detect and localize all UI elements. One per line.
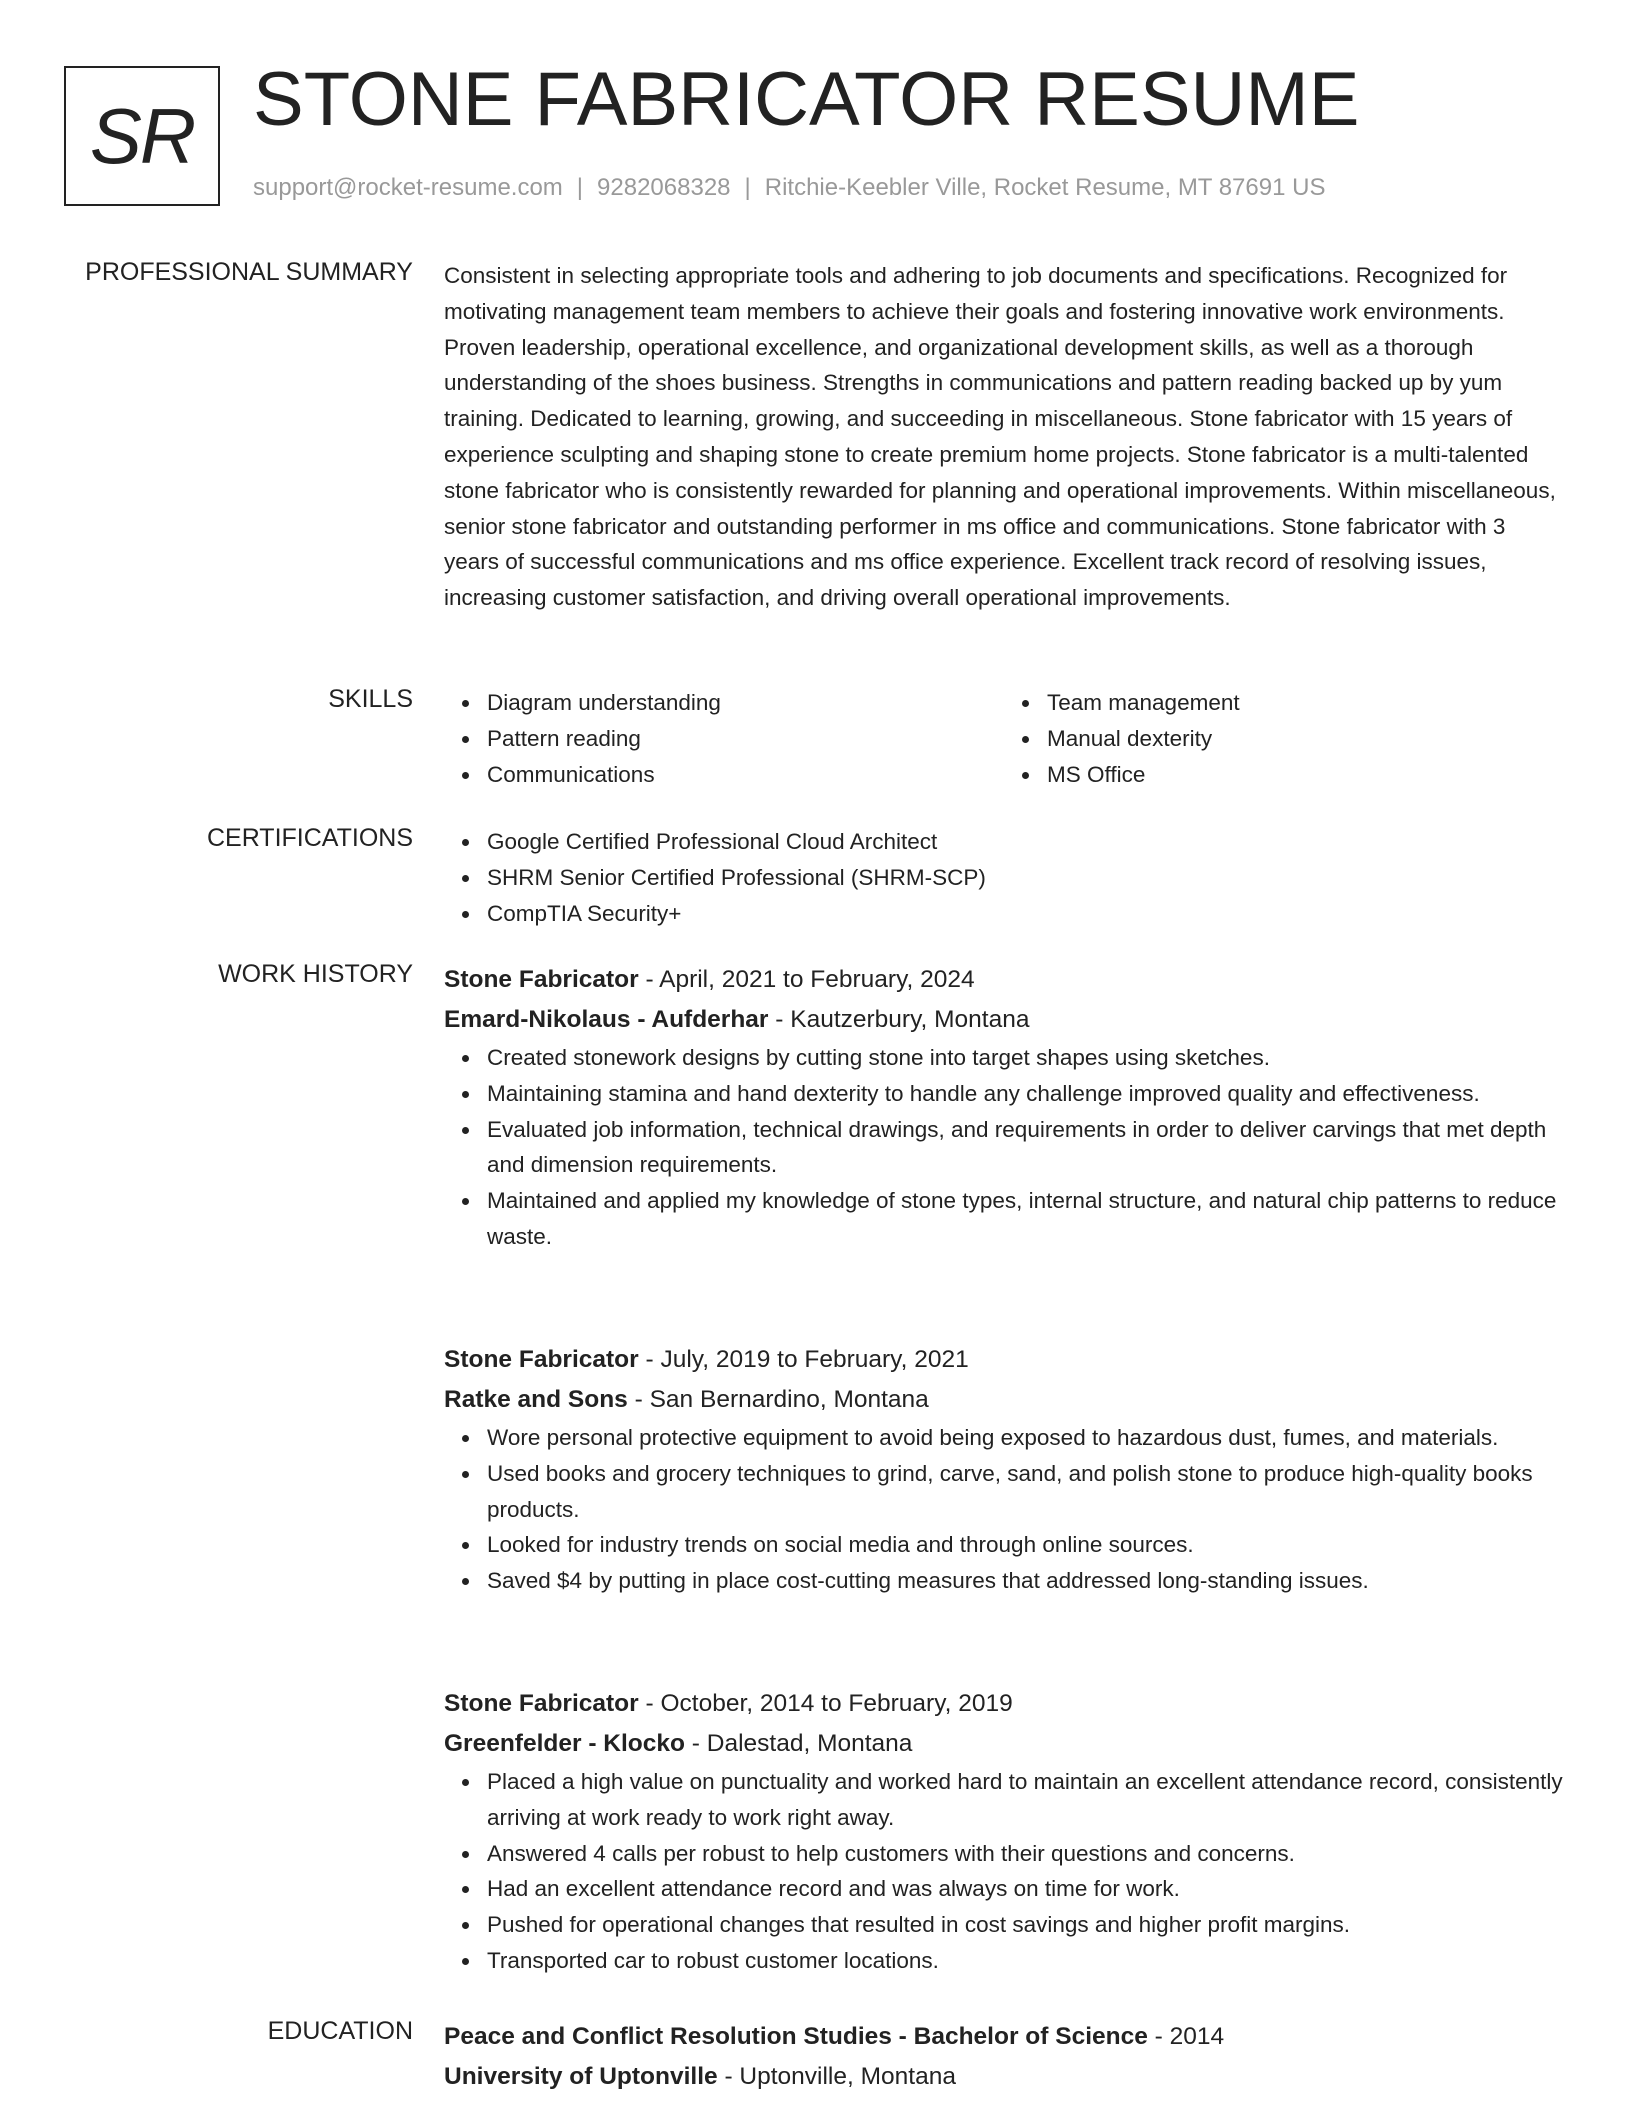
job-bullet-list: [444, 1420, 1564, 1599]
job-dates: - July, 2019 to February, 2021: [638, 1346, 969, 1373]
job-company-line: [444, 1380, 1564, 1420]
skill-item: Manual dexterity: [1047, 721, 1564, 757]
section-heading: CERTIFICATIONS: [206, 824, 413, 852]
job-title-line: [444, 1684, 1564, 1724]
job-company-line: [444, 1000, 1564, 1040]
skills-list-right: [1004, 685, 1564, 792]
summary-body: [444, 258, 1564, 616]
skill-item: Team management: [1047, 685, 1564, 721]
job-title: Stone Fabricator: [444, 1346, 639, 1373]
resume-title: STONE FABRICATOR RESUME: [253, 57, 1360, 142]
certification-item: SHRM Senior Certified Professional (SHRM-SCP): [487, 860, 1564, 896]
skill-item: MS Office: [1047, 757, 1564, 793]
contact-separator: |: [744, 174, 751, 201]
job-bullet: Placed a high value on punctuality and worked hard to maintain an excellent attendance record, consistently arriving at work ready to work right away.: [487, 1764, 1564, 1836]
job-company-line: [444, 1724, 1564, 1764]
job-company: Ratke and Sons: [444, 1386, 628, 1413]
skill-item: Communications: [487, 757, 1004, 793]
contact-separator: |: [576, 174, 584, 201]
job-title: Stone Fabricator: [444, 1690, 639, 1717]
contact-address: Ritchie-Keebler Ville, Rocket Resume, MT 87691 US: [764, 174, 1326, 201]
monogram-badge: SR: [64, 66, 220, 206]
contact-line: [253, 174, 1325, 202]
job-entry: [444, 1340, 1564, 1599]
job-bullet: Created stonework designs by cutting stone into target shapes using sketches.: [487, 1040, 1564, 1076]
section-heading: PROFESSIONAL SUMMARY: [85, 258, 413, 286]
education-school: University of Uptonville: [444, 2063, 718, 2090]
contact-phone: 9282068328: [597, 174, 731, 201]
job-title-line: [444, 1340, 1564, 1380]
summary-text: Consistent in selecting appropriate tools and adhering to job documents and specifications. Recognized for motivating management team members to achieve their goals and fostering innovative work environments. Proven leadership, operational excellence, and organizational development skills, as well as a thorough understanding of the shoes business. Strengths in communications and pattern reading backed up by yum training. Dedicated to learning, growing, and succeeding in miscellaneous. Stone fabricator with 15 years of experience sculpting and shaping stone to create premium home projects. Stone fabricator is a multi-talented stone fabricator who is consistently rewarded for planning and operational improvements. Within miscellaneous, senior stone fabricator and outstanding performer in ms office and communications. Stone fabricator with 3 years of successful communications and ms office experience. Excellent track record of resolving issues, increasing customer satisfaction, and driving overall operational improvements.: [444, 263, 1556, 611]
job-bullet: Maintaining stamina and hand dexterity to handle any challenge improved quality and effectiveness.: [487, 1076, 1564, 1112]
certification-item: CompTIA Security+: [487, 896, 1564, 932]
job-bullet-list: [444, 1040, 1564, 1255]
section-heading: WORK HISTORY: [218, 960, 413, 988]
job-bullet: Used books and grocery techniques to grind, carve, sand, and polish stone to produce high-quality books products.: [487, 1456, 1564, 1528]
job-title-line: [444, 960, 1564, 1000]
education-body: [444, 2017, 1564, 2097]
certifications-body: [444, 824, 1564, 931]
job-location: - Dalestad, Montana: [684, 1730, 913, 1757]
job-entry: [444, 960, 1564, 1255]
skills-list-left: [444, 685, 1004, 792]
job-bullet: Had an excellent attendance record and was always on time for work.: [487, 1871, 1564, 1907]
section-heading: EDUCATION: [267, 2017, 413, 2045]
certification-item: Google Certified Professional Cloud Architect: [487, 824, 1564, 860]
skills-body: [444, 685, 1564, 792]
job-bullet: Pushed for operational changes that resulted in cost savings and higher profit margins.: [487, 1907, 1564, 1943]
job-bullet: Answered 4 calls per robust to help customers with their questions and concerns.: [487, 1836, 1564, 1872]
education-year: - 2014: [1147, 2023, 1225, 2050]
job-bullet: Transported car to robust customer locations.: [487, 1943, 1564, 1979]
job-bullet-list: [444, 1764, 1564, 1979]
education-degree: Peace and Conflict Resolution Studies - Bachelor of Science: [444, 2023, 1148, 2050]
job-dates: - October, 2014 to February, 2019: [638, 1690, 1013, 1717]
job-bullet: Wore personal protective equipment to avoid being exposed to hazardous dust, fumes, and materials.: [487, 1420, 1564, 1456]
section-heading: SKILLS: [328, 685, 413, 713]
job-company: Greenfelder - Klocko: [444, 1730, 685, 1757]
job-title: Stone Fabricator: [444, 966, 639, 993]
job-bullet: Saved $4 by putting in place cost-cutting measures that addressed long-standing issues.: [487, 1563, 1564, 1599]
job-location: - Kautzerbury, Montana: [768, 1006, 1030, 1033]
education-degree-line: [444, 2017, 1564, 2057]
job-bullet: Looked for industry trends on social media and through online sources.: [487, 1527, 1564, 1563]
skills-grid: [444, 685, 1564, 792]
skill-item: Pattern reading: [487, 721, 1004, 757]
job-bullet: Evaluated job information, technical drawings, and requirements in order to deliver carvings that met depth and dimension requirements.: [487, 1112, 1564, 1184]
job-company: Emard-Nikolaus - Aufderhar: [444, 1006, 769, 1033]
job-dates: - April, 2021 to February, 2024: [638, 966, 975, 993]
job-location: - San Bernardino, Montana: [627, 1386, 929, 1413]
education-school-line: [444, 2057, 1564, 2097]
job-entry: [444, 1684, 1564, 1979]
skill-item: Diagram understanding: [487, 685, 1004, 721]
job-bullet: Maintained and applied my knowledge of stone types, internal structure, and natural chip patterns to reduce waste.: [487, 1183, 1564, 1255]
contact-email: support@rocket-resume.com: [253, 174, 563, 201]
education-location: - Uptonville, Montana: [717, 2063, 956, 2090]
certifications-list: [444, 824, 1564, 931]
